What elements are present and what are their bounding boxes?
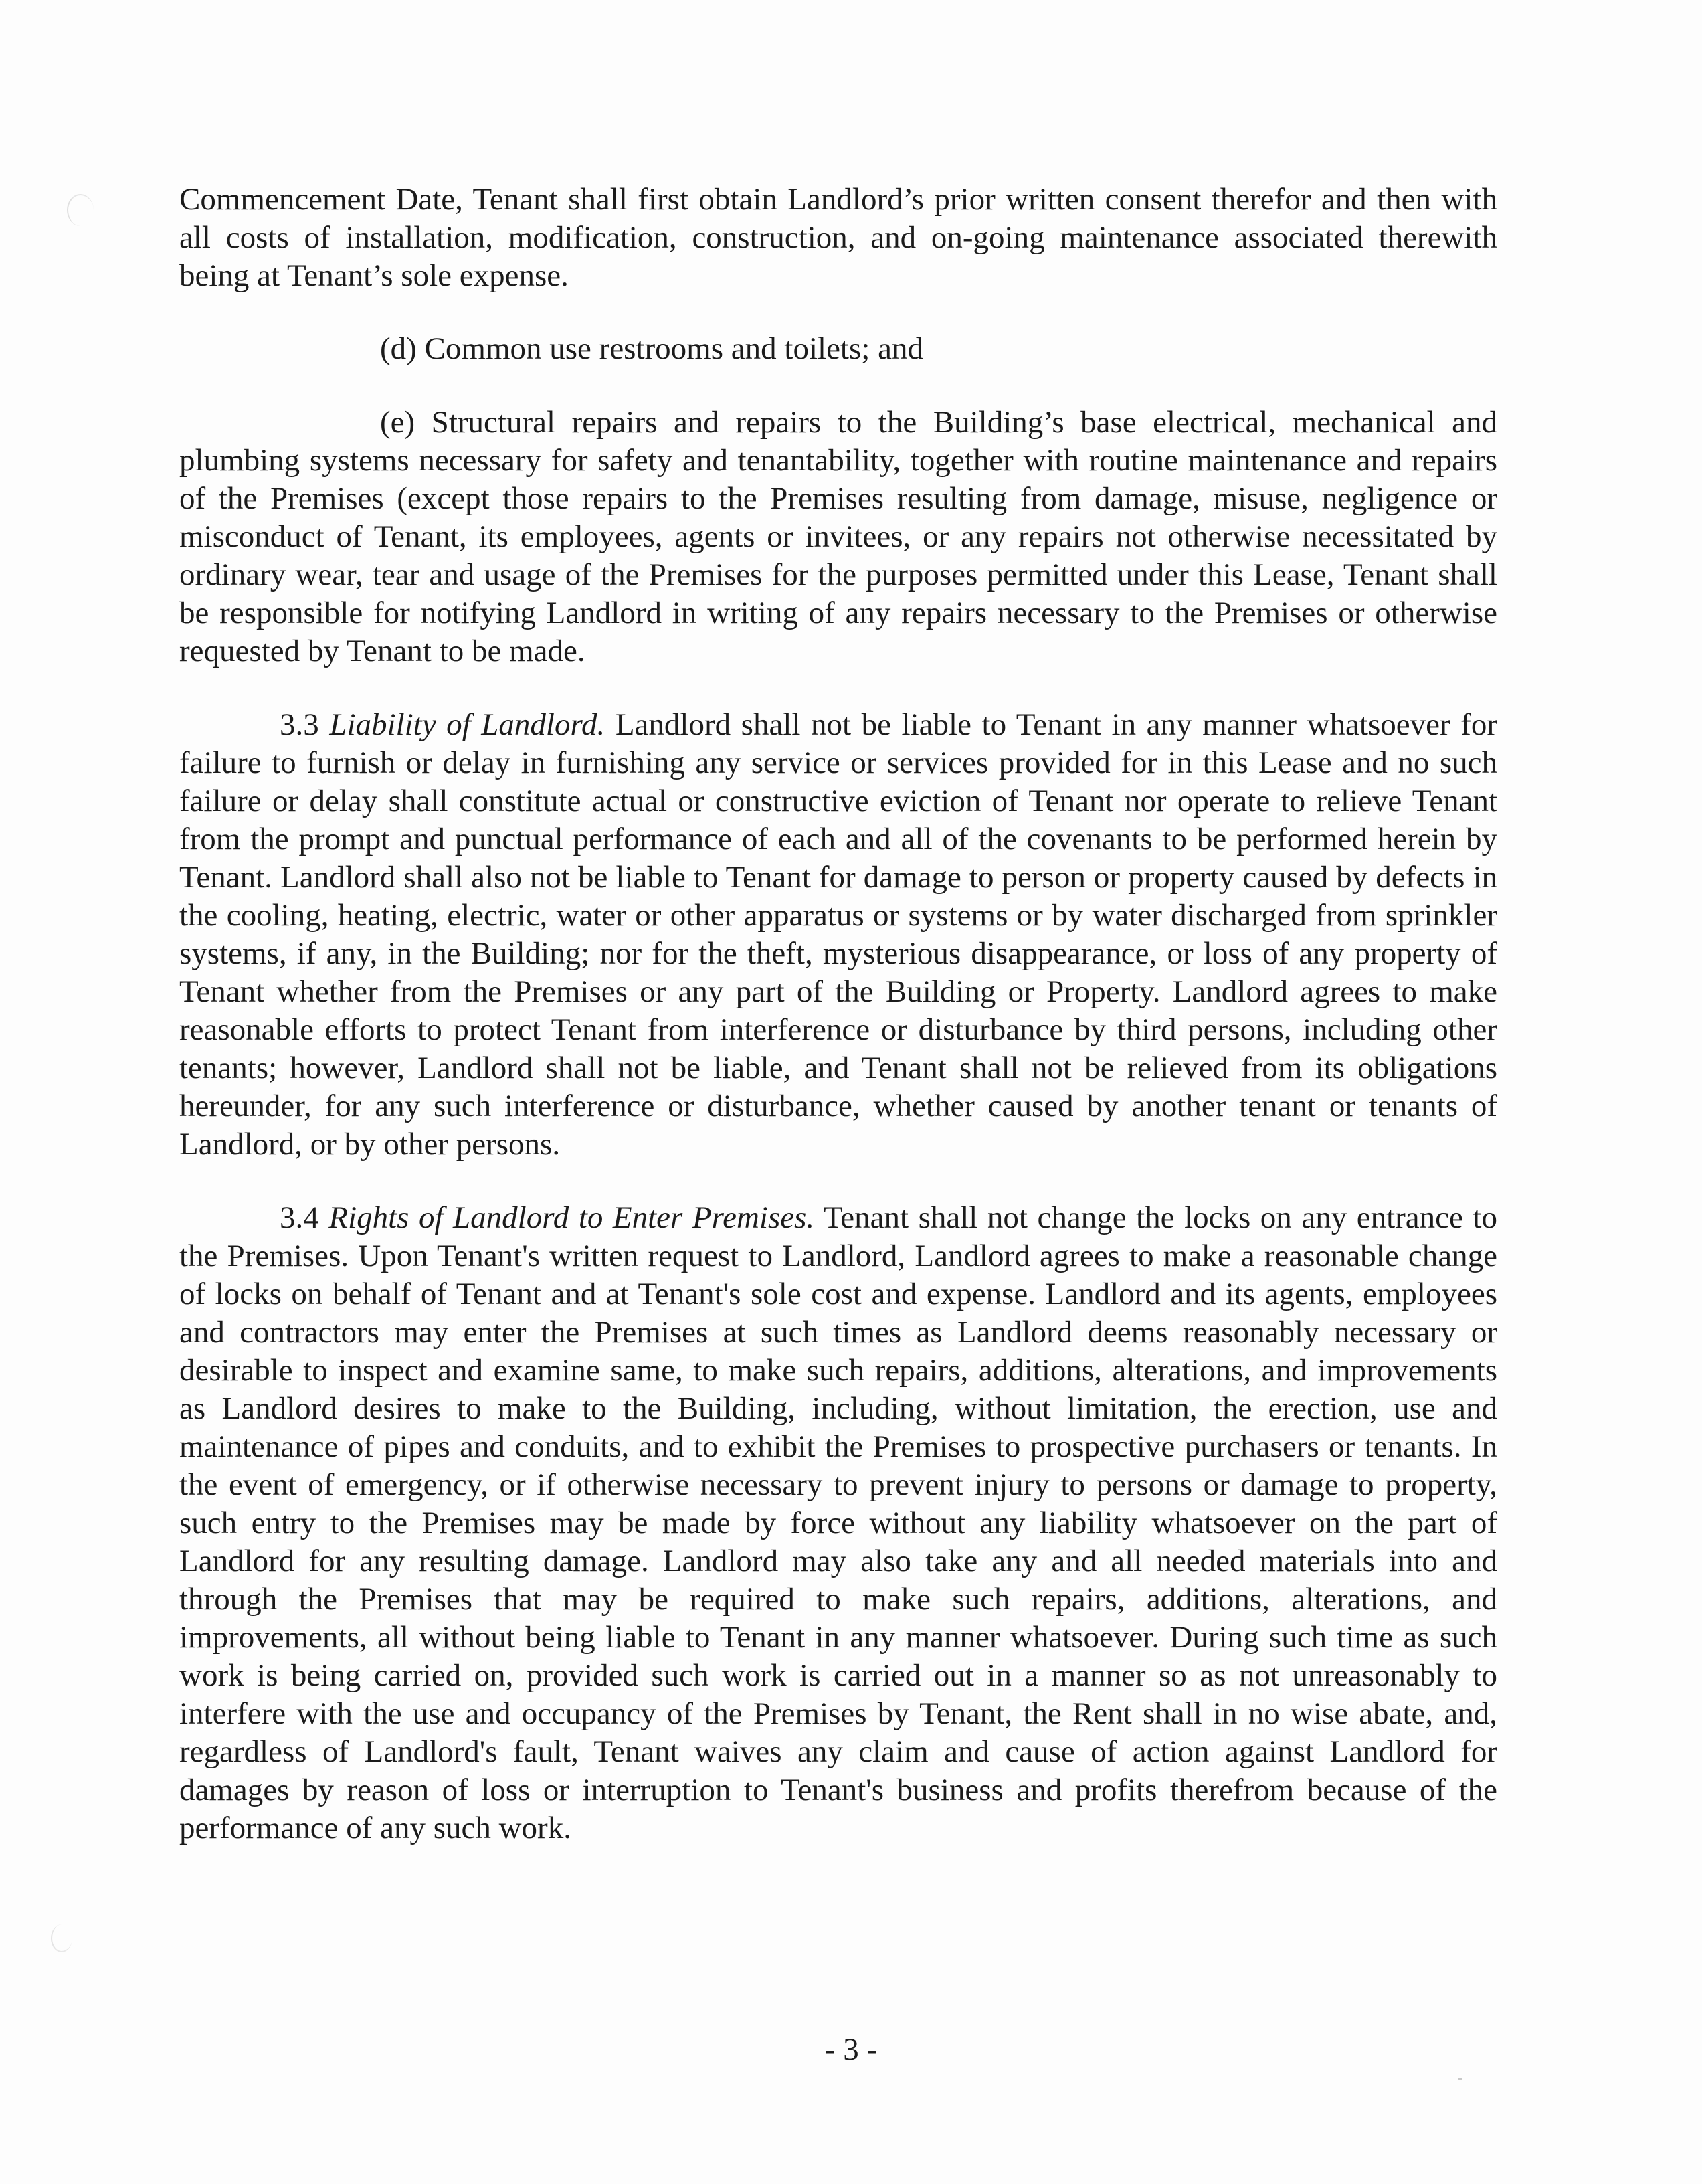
scan-artifact xyxy=(67,194,94,226)
page-number: - 3 - xyxy=(824,2032,878,2067)
section-heading: Liability of Landlord. xyxy=(329,707,605,742)
paragraph-item-d xyxy=(179,330,1497,368)
paragraph-text: (d) Common use restrooms and toilets; and xyxy=(380,331,923,366)
paragraph-continuation xyxy=(179,181,1497,295)
paragraph-text: (e) Structural repairs and repairs to the Building’s base electrical, mechanical and plumbing systems necessary for safety and tenantability, together with routine maintenance and repairs of the Premises (except those repairs to the Premises resulting from damage, misuse, negligence or misconduct of Tenant, its employees, agents or invitees, or any repairs not otherwise necessitated by ordinary wear, tear and usage of the Premises for the purposes permitted under this Lease, Tenant shall be responsible for notifying Landlord in writing of any repairs necessary to the Premises or otherwise requested by Tenant to be made. xyxy=(179,405,1497,668)
scan-artifact xyxy=(51,1924,72,1952)
paragraph-text: Commencement Date, Tenant shall first obtain Landlord’s prior written consent therefor and then with all costs of installation, modification, construction, and on-going maintenance associated therewith being at Tenant’s sole expense. xyxy=(179,182,1497,293)
scan-artifact xyxy=(1458,2078,1462,2080)
document-body xyxy=(179,181,1497,1883)
section-3-3 xyxy=(179,706,1497,1164)
section-number: 3.3 xyxy=(280,707,319,742)
paragraph-item-e xyxy=(179,403,1497,670)
section-heading: Rights of Landlord to Enter Premises. xyxy=(328,1200,815,1235)
section-number: 3.4 xyxy=(280,1200,319,1235)
section-text: Landlord shall not be liable to Tenant in any manner whatsoever for failure to furnish or delay in furnishing any service or services provided for in this Lease and no such failure or delay shall constitute actual or constructive eviction of Tenant nor operate to relieve Tenant from the prompt and punctual performance of each and all of the covenants to be performed herein by Tenant. Landlord shall also not be liable to Tenant for damage to person or property caused by defects in the cooling, heating, electric, water or other apparatus or systems or by water discharged from sprinkler systems, if any, in the Building; nor for the theft, mysterious disappearance, or loss of any property of Tenant whether from the Premises or any part of the Building or Property. Landlord agrees to make reasonable efforts to protect Tenant from interference or disturbance by third persons, including other tenants; however, Landlord shall not be liable, and Tenant shall not be relieved from its obligations hereunder, for any such interference or disturbance, whether caused by another tenant or tenants of Landlord, or by other persons. xyxy=(179,707,1497,1162)
section-text: Tenant shall not change the locks on any entrance to the Premises. Upon Tenant's written request to Landlord, Landlord agrees to make a reasonable change of locks on behalf of Tenant and at Tenant's sole cost and expense. Landlord and its agents, employees and contractors may enter the Premises at such times as Landlord deems reasonably necessary or desirable to inspect and examine same, to make such repairs, additions, alterations, and improvements as Landlord desires to make to the Building, including, without limitation, the erection, use and maintenance of pipes and conduits, and to exhibit the Premises to prospective purchasers or tenants. In the event of emergency, or if otherwise necessary to prevent injury to persons or damage to property, such entry to the Premises may be made by force without any liability whatsoever on the part of Landlord for any resulting damage. Landlord may also take any and all needed materials into and through the Premises that may be required to make such repairs, additions, alterations, and improvements, all without being liable to Tenant in any manner whatsoever. During such time as such work is being carried on, provided such work is carried out in a manner so as not unreasonably to interfere with the use and occupancy of the Premises by Tenant, the Rent shall in no wise abate, and, regardless of Landlord's fault, Tenant waives any claim and cause of action against Landlord for damages by reason of loss or interruption to Tenant's business and profits therefrom because of the performance of any such work. xyxy=(179,1200,1497,1845)
section-3-4 xyxy=(179,1199,1497,1847)
